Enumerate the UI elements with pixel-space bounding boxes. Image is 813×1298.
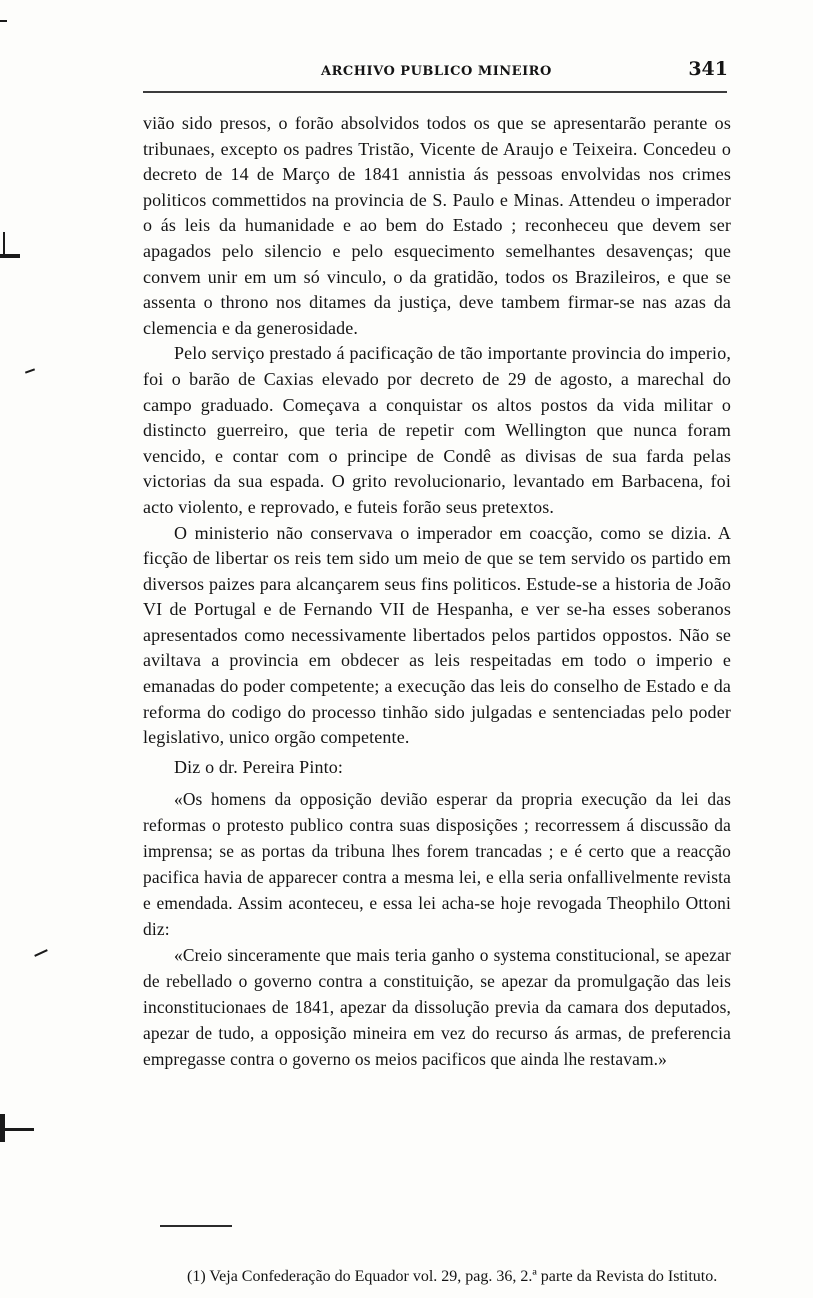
footnote <box>160 1266 754 1287</box>
margin-mark <box>0 20 7 22</box>
paragraph: Pelo serviço prestado á pacificação de tão importante provincia do imperio, foi o barão de Caxias elevado por decreto de 29 de agosto, a marechal do campo graduado. Começava a conquistar os altos postos da vida militar o distincto guerreiro, que teria de repetir com Wellington que nunca foram vencido, e contar com o principe de Condê as divisas de sua farda pelas victorias da sua espada. O grito revolucionario, levantado em Barbacena, foi acto violento, e reprovado, e futeis forão seus pretextos. <box>143 343 731 517</box>
quotation: «Creio sinceramente que mais teria ganho o systema constitucional, se apezar de rebellado o governo contra a constituição, se apezar da promulgação das leis inconstitucionaes de 1841, apezar da dissolução previa da camara dos deputados, apezar de tudo, a opposição mineira em vez do recurso ás armas, de preferencia empregasse contra o governo os meios pacificos que ainda lhe restavam.» <box>143 945 731 1070</box>
page-header <box>143 56 728 84</box>
margin-mark <box>3 232 5 256</box>
footnote-rule <box>160 1225 232 1227</box>
quotation: «Os homens da opposição devião esperar da propria execução da lei das reformas o protesto publico contra suas disposições ; recorressem á discussão da imprensa; se as portas da tribuna lhes forem trancadas ; e é certo que a reacção pacifica havia de apparecer contra a mesma lei, e ella seria onfallivelmente revista e emendada. Assim aconteceu, e essa lei acha-se hoje revogada Theophilo Ottoni diz: <box>143 789 731 940</box>
running-head: ARCHIVO PUBLICO MINEIRO <box>321 64 552 79</box>
body-text <box>143 111 731 1072</box>
paragraph: Diz o dr. Pereira Pinto: <box>174 756 344 777</box>
margin-mark <box>25 368 35 373</box>
paragraph: O ministerio não conservava o imperador em coacção, como se dizia. A ficção de libertar os reis tem sido um meio de que se tem servido os partido em diversos paizes para alcançarem seus fins politicos. Estude-se a historia de João VI de Portugal e de Fernando VII de Hespanha, e ver se-ha esses soberanos apresentados como necessivamente libertados pelos partidos oppostos. Não se aviltava a provincia em obdecer as leis respeitadas em todo o imperio e emanadas do poder competente; a execução das leis do conselho de Estado e da reforma do codigo do processo tinhão sido julgadas e sentenciadas pelo poder legislativo, unico orgão competente. <box>143 522 731 748</box>
paragraph: vião sido presos, o forão absolvidos todos os que se apresentarão perante os tribunaes, excepto os padres Tristão, Vicente de Araujo e Teixeira. Concedeu o decreto de 14 de Março de 1841 annistia ás pessoas envolvidas nos crimes politicos commettidos na provincia de S. Paulo e Minas. Attendeu o imperador o ás leis da humanidade e ao bem do Estado ; reconheceu que devem ser apagados pelo silencio e pelo esquecimento semelhantes desavenças; que convem unir em um só vinculo, o da gratidão, todos os Brazileiros, e que se assenta o throno nos ditames da justiça, deve tambem firmar-se nas azas da clemencia e da generosidade. <box>143 113 731 338</box>
margin-mark <box>34 949 48 957</box>
header-rule <box>143 91 727 93</box>
margin-mark <box>0 1128 34 1131</box>
page-number: 341 <box>688 58 728 80</box>
footnote-text: (1) Veja Confederação do Equador vol. 29, pag. 36, 2.ª parte da Revista do Istituto. <box>187 1268 718 1285</box>
